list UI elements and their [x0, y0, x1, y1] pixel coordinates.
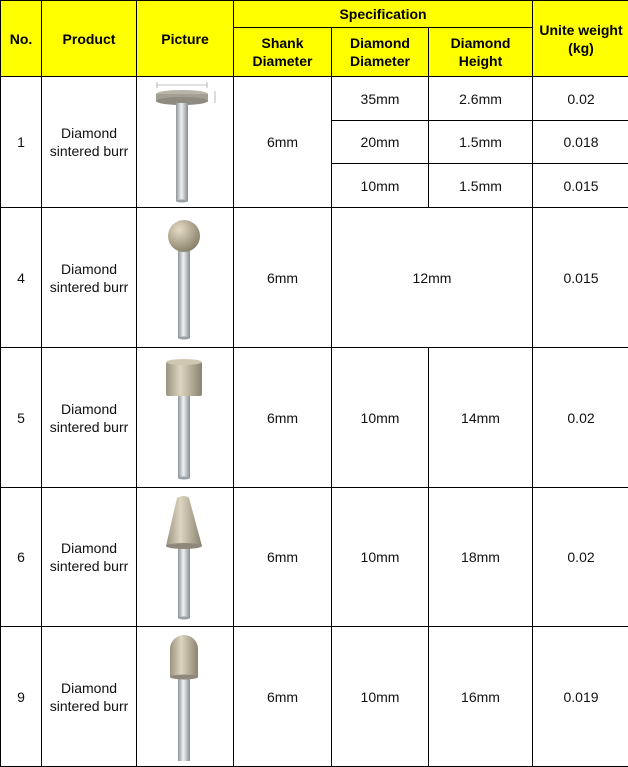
table-row: [1, 77, 628, 121]
cone-burr-icon: [155, 494, 215, 620]
diamond-height: 2.6mm: [429, 77, 533, 121]
header-diamond-height: Diamond Height: [429, 28, 533, 77]
unit-weight: 0.02: [533, 348, 628, 488]
row-number: 6: [1, 488, 42, 627]
diamond-diameter: 35mm: [332, 77, 429, 121]
product-line-1: Diamond: [61, 540, 117, 556]
product-picture: [137, 627, 234, 767]
product-line-2: sintered burr: [50, 279, 129, 295]
product-line-2: sintered burr: [50, 143, 129, 159]
diamond-diameter: 10mm: [332, 164, 429, 208]
row-number: 5: [1, 348, 42, 488]
header-unit-weight: Unite weight (kg): [533, 1, 628, 77]
product-picture: [137, 208, 234, 348]
table-row: [1, 348, 628, 488]
diamond-height: 16mm: [429, 627, 533, 767]
diamond-diameter: 10mm: [332, 348, 429, 488]
shank-diameter: 6mm: [234, 348, 332, 488]
diamond-height: 1.5mm: [429, 164, 533, 208]
shank-diameter: 6mm: [234, 627, 332, 767]
row-number: 1: [1, 77, 42, 208]
row-number: 9: [1, 627, 42, 767]
unit-weight: 0.015: [533, 164, 628, 208]
diamond-height: 14mm: [429, 348, 533, 488]
shank-diameter: 6mm: [234, 208, 332, 348]
product-line-1: Diamond: [61, 680, 117, 696]
product-line-2: sintered burr: [50, 698, 129, 714]
diamond-height: 18mm: [429, 488, 533, 627]
product-name: [42, 348, 137, 488]
unit-weight: 0.02: [533, 77, 628, 121]
unit-weight: 0.018: [533, 121, 628, 164]
table-row: [1, 488, 628, 627]
round-end-cylinder-burr-icon: [155, 633, 215, 761]
header-picture: Picture: [137, 1, 234, 77]
table-row: [1, 208, 628, 348]
product-line-2: sintered burr: [50, 419, 129, 435]
shank-diameter: 6mm: [234, 77, 332, 208]
product-picture: [137, 77, 234, 208]
product-line-1: Diamond: [61, 401, 117, 417]
unit-weight: 0.015: [533, 208, 628, 348]
unit-weight: 0.019: [533, 627, 628, 767]
product-name: [42, 488, 137, 627]
header-no: No.: [1, 1, 42, 77]
product-picture: [137, 348, 234, 488]
diamond-height: 1.5mm: [429, 121, 533, 164]
product-line-2: sintered burr: [50, 558, 129, 574]
diamond-size-merged: 12mm: [332, 208, 533, 348]
header-diamond-diameter: Diamond Diameter: [332, 28, 429, 77]
header-product: Product: [42, 1, 137, 77]
diamond-diameter: 10mm: [332, 488, 429, 627]
product-name: [42, 627, 137, 767]
row-number: 4: [1, 208, 42, 348]
product-line-1: Diamond: [61, 261, 117, 277]
header-specification: Specification: [234, 1, 533, 28]
product-name: [42, 208, 137, 348]
product-picture: [137, 488, 234, 627]
cylinder-burr-icon: [155, 356, 215, 480]
diamond-diameter: 20mm: [332, 121, 429, 164]
ball-burr-icon: [155, 216, 215, 340]
header-shank-diameter: Shank Diameter: [234, 28, 332, 77]
shank-diameter: 6mm: [234, 488, 332, 627]
disc-burr-with-dimension-marks-icon: [145, 79, 225, 205]
table-row: [1, 627, 628, 767]
unit-weight: 0.02: [533, 488, 628, 627]
product-line-1: Diamond: [61, 125, 117, 141]
diamond-diameter: 10mm: [332, 627, 429, 767]
product-name: [42, 77, 137, 208]
